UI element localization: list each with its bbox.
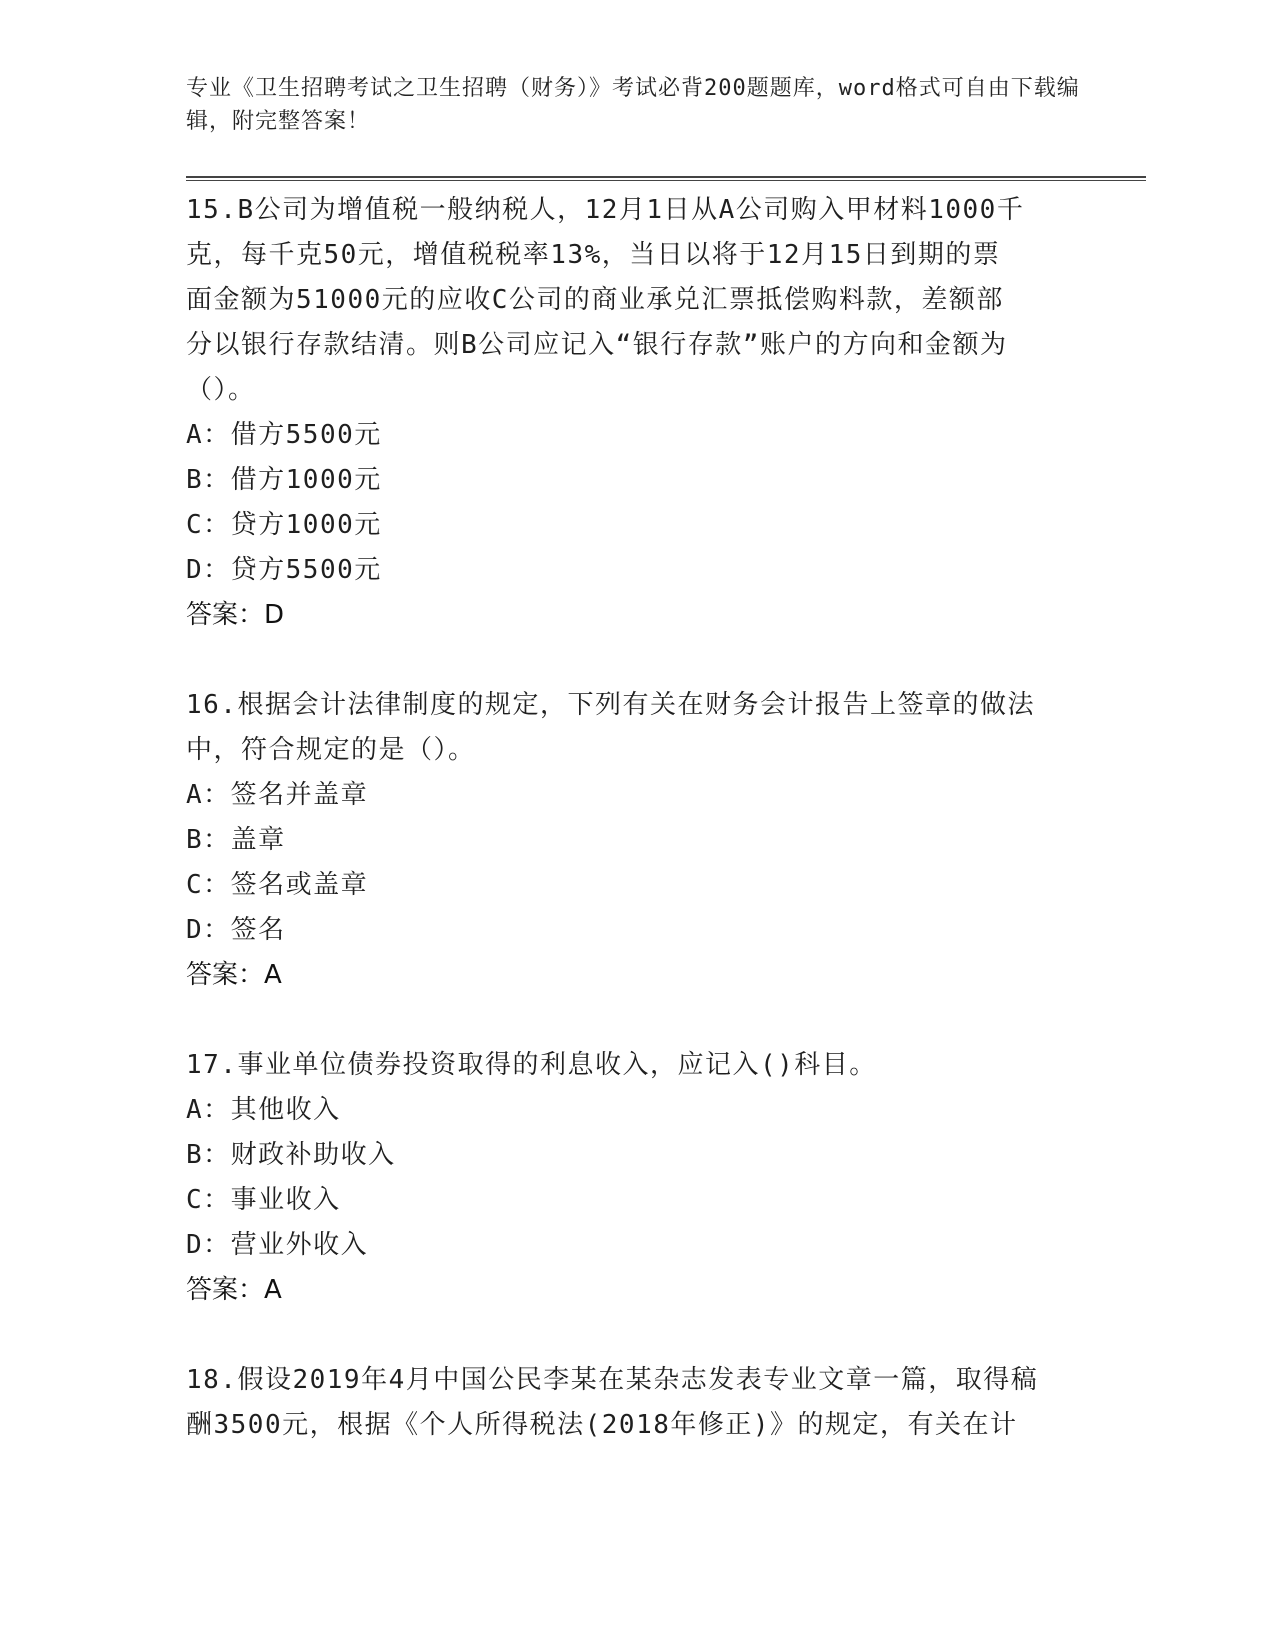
- question-gap: [186, 998, 1086, 1043]
- option-b: B：盖章: [186, 825, 286, 855]
- header-divider: [186, 176, 1146, 181]
- answer-label: 答案：D: [186, 600, 285, 630]
- question-gap: [186, 638, 1086, 683]
- option-d: D：营业外收入: [186, 1230, 369, 1260]
- document-page: [186, 0, 1146, 1650]
- questions-content: [186, 188, 1086, 1448]
- answer-label: 答案：A: [186, 960, 282, 990]
- option-d: D：贷方5500元: [186, 555, 382, 585]
- option-c: C：贷方1000元: [186, 510, 382, 540]
- question-gap: [186, 1313, 1086, 1358]
- option-b: B：借方1000元: [186, 465, 382, 495]
- option-a: A：签名并盖章: [186, 780, 369, 810]
- question-16: [186, 683, 1086, 998]
- option-c: C：签名或盖章: [186, 870, 369, 900]
- question-stem: 17.事业单位债券投资取得的利息收入，应记入()科目。: [186, 1050, 877, 1080]
- option-b: B：财政补助收入: [186, 1140, 396, 1170]
- question-17: [186, 1043, 1086, 1313]
- question-stem: 18.假设2019年4月中国公民李某在某杂志发表专业文章一篇，取得稿酬3500元，根据《个人所得税法(2018年修正)》的规定，有关在计: [186, 1365, 1039, 1440]
- document-header: 专业《卫生招聘考试之卫生招聘（财务）》考试必背200题题库，word格式可自由下载编辑，附完整答案！: [186, 76, 1080, 134]
- option-c: C：事业收入: [186, 1185, 341, 1215]
- question-stem: 15.B公司为增值税一般纳税人，12月1日从A公司购入甲材料1000千克，每千克50元，增值税税率13%，当日以将于12月15日到期的票面金额为51000元的应收C公司的商业承兑汇票抵偿购料款，差额部分以银行存款结清。则B公司应记入“银行存款”账户的方向和金额为（）。: [186, 195, 1025, 405]
- answer-label: 答案：A: [186, 1275, 282, 1305]
- question-18: [186, 1358, 1086, 1448]
- option-a: A：其他收入: [186, 1095, 341, 1125]
- question-stem: 16.根据会计法律制度的规定，下列有关在财务会计报告上签章的做法中，符合规定的是（）。: [186, 690, 1035, 765]
- option-a: A：借方5500元: [186, 420, 382, 450]
- question-15: [186, 188, 1086, 638]
- option-d: D：签名: [186, 915, 286, 945]
